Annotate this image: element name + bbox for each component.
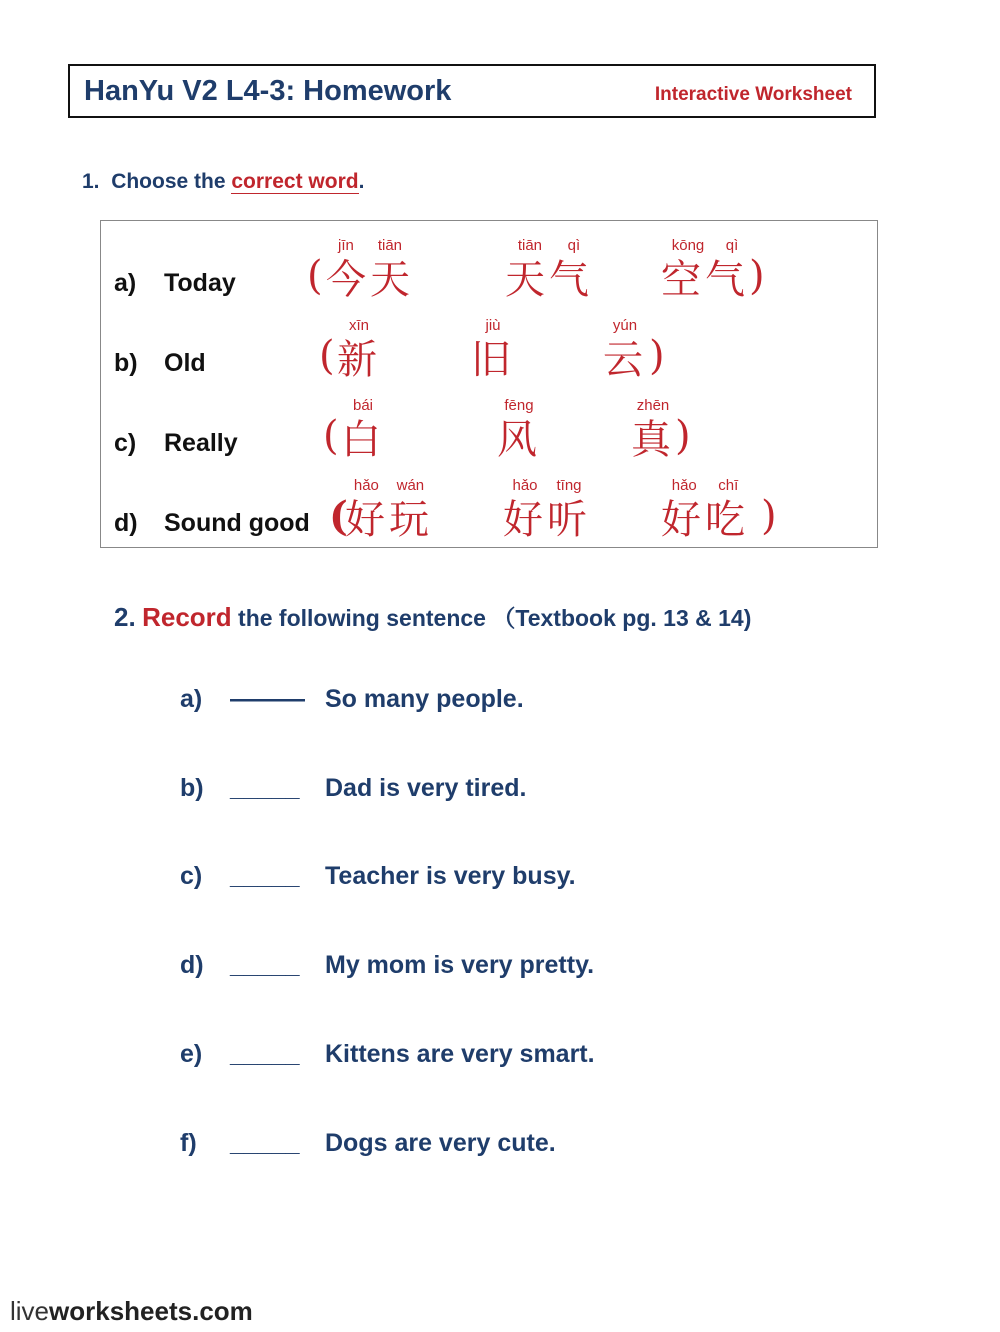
pinyin: zhēn — [636, 397, 670, 414]
choice-row-a — [101, 231, 877, 311]
hanzi: 新 — [337, 337, 381, 383]
choice-row-c — [101, 391, 877, 471]
question-2-number: 2. — [114, 602, 136, 632]
worksheet-header — [68, 64, 876, 118]
question-1-suffix: . — [358, 170, 365, 193]
open-paren: ( — [307, 253, 323, 299]
item-sentence: Kittens are very smart. — [325, 1040, 595, 1068]
hanzi: 白 — [341, 417, 385, 463]
hanzi: 风 — [497, 417, 541, 463]
item-letter: a) — [180, 685, 203, 713]
option-tianqi[interactable] — [505, 237, 593, 305]
logo-light: live — [10, 1296, 50, 1326]
close-paren: ) — [675, 413, 691, 459]
row-letter: a) — [114, 269, 137, 297]
option-bai[interactable] — [341, 397, 385, 465]
pinyin: kōng — [671, 237, 705, 254]
option-jintian[interactable] — [326, 237, 414, 305]
open-paren: ( — [329, 493, 348, 540]
option-haochi[interactable] — [661, 477, 749, 545]
pinyin: tiān — [517, 237, 542, 254]
logo-bold: worksheets — [49, 1296, 193, 1326]
question-2-reference: （Textbook pg. 13 & 14) — [492, 605, 752, 631]
option-feng[interactable] — [497, 397, 541, 465]
worksheet-type-label: Interactive Worksheet — [654, 84, 852, 105]
pinyin: xīn — [348, 317, 369, 334]
item-letter: b) — [180, 774, 204, 802]
row-letter: b) — [114, 349, 138, 377]
pinyin: jiù — [485, 317, 501, 334]
liveworksheets-logo — [10, 1296, 253, 1327]
logo-tld: .com — [192, 1296, 253, 1326]
pinyin: hǎo — [512, 477, 538, 494]
open-paren: ( — [319, 333, 335, 379]
close-paren: ) — [749, 253, 765, 299]
record-blank[interactable]: _____ — [230, 862, 300, 890]
option-haowan[interactable] — [345, 477, 433, 545]
pinyin: yún — [612, 317, 638, 334]
option-jiu[interactable] — [471, 317, 515, 385]
row-letter: c) — [114, 429, 137, 457]
item-sentence: So many people. — [325, 685, 524, 713]
row-english: Sound good — [164, 509, 310, 537]
record-blank[interactable]: ——— — [230, 685, 305, 713]
option-xin[interactable] — [337, 317, 381, 385]
pinyin: chī — [718, 477, 739, 494]
page-title: HanYu V2 L4-3: Homework — [84, 75, 452, 107]
hanzi: 好听 — [503, 497, 591, 543]
item-sentence: Dad is very tired. — [325, 774, 527, 802]
hanzi: 真 — [631, 417, 675, 463]
pinyin: hǎo — [671, 477, 697, 494]
pinyin: tiān — [377, 237, 402, 254]
question-2-verb: Record — [142, 602, 232, 632]
item-sentence: Dogs are very cute. — [325, 1129, 556, 1157]
record-blank[interactable]: _____ — [230, 774, 300, 802]
record-blank[interactable]: _____ — [230, 1040, 300, 1068]
pinyin: wán — [396, 477, 425, 494]
item-letter: d) — [180, 951, 204, 979]
question-2-text: the following sentence — [238, 605, 486, 631]
question-1-highlight: correct word — [231, 170, 359, 193]
item-letter: e) — [180, 1040, 203, 1068]
hanzi: 好玩 — [345, 497, 433, 543]
record-blank[interactable]: _____ — [230, 1129, 300, 1157]
item-sentence: My mom is very pretty. — [325, 951, 595, 979]
pinyin: jīn — [337, 237, 354, 254]
choice-box — [100, 220, 878, 548]
hanzi: 空气 — [661, 257, 749, 303]
choice-row-d — [101, 471, 877, 551]
item-letter: f) — [180, 1129, 197, 1157]
pinyin: tīng — [556, 477, 582, 494]
hanzi: 天气 — [505, 257, 593, 303]
question-1-prompt — [82, 170, 364, 194]
close-paren: ) — [649, 333, 665, 379]
hanzi: 旧 — [471, 337, 515, 383]
question-1-prefix: Choose the — [111, 170, 226, 193]
hanzi: 好吃 — [661, 497, 749, 543]
option-haoting[interactable] — [503, 477, 591, 545]
question-1-number: 1. — [82, 170, 100, 193]
open-paren: ( — [323, 413, 339, 459]
item-letter: c) — [180, 862, 203, 890]
row-english: Old — [164, 349, 206, 377]
option-kongqi[interactable] — [661, 237, 749, 305]
pinyin: qì — [567, 237, 581, 254]
close-paren: ) — [761, 493, 777, 539]
item-sentence: Teacher is very busy. — [325, 862, 576, 890]
pinyin: bái — [352, 397, 374, 414]
row-letter: d) — [114, 509, 138, 537]
row-english: Really — [164, 429, 238, 457]
choice-row-b — [101, 311, 877, 391]
record-blank[interactable]: _____ — [230, 951, 300, 979]
option-zhen[interactable] — [631, 397, 675, 465]
hanzi: 今天 — [326, 257, 414, 303]
pinyin: fēng — [504, 397, 534, 414]
hanzi: 云 — [603, 337, 647, 383]
option-yun[interactable] — [603, 317, 647, 385]
row-english: Today — [164, 269, 236, 297]
pinyin: qì — [725, 237, 739, 254]
question-2-prompt — [114, 600, 751, 633]
pinyin: hǎo — [353, 477, 379, 494]
